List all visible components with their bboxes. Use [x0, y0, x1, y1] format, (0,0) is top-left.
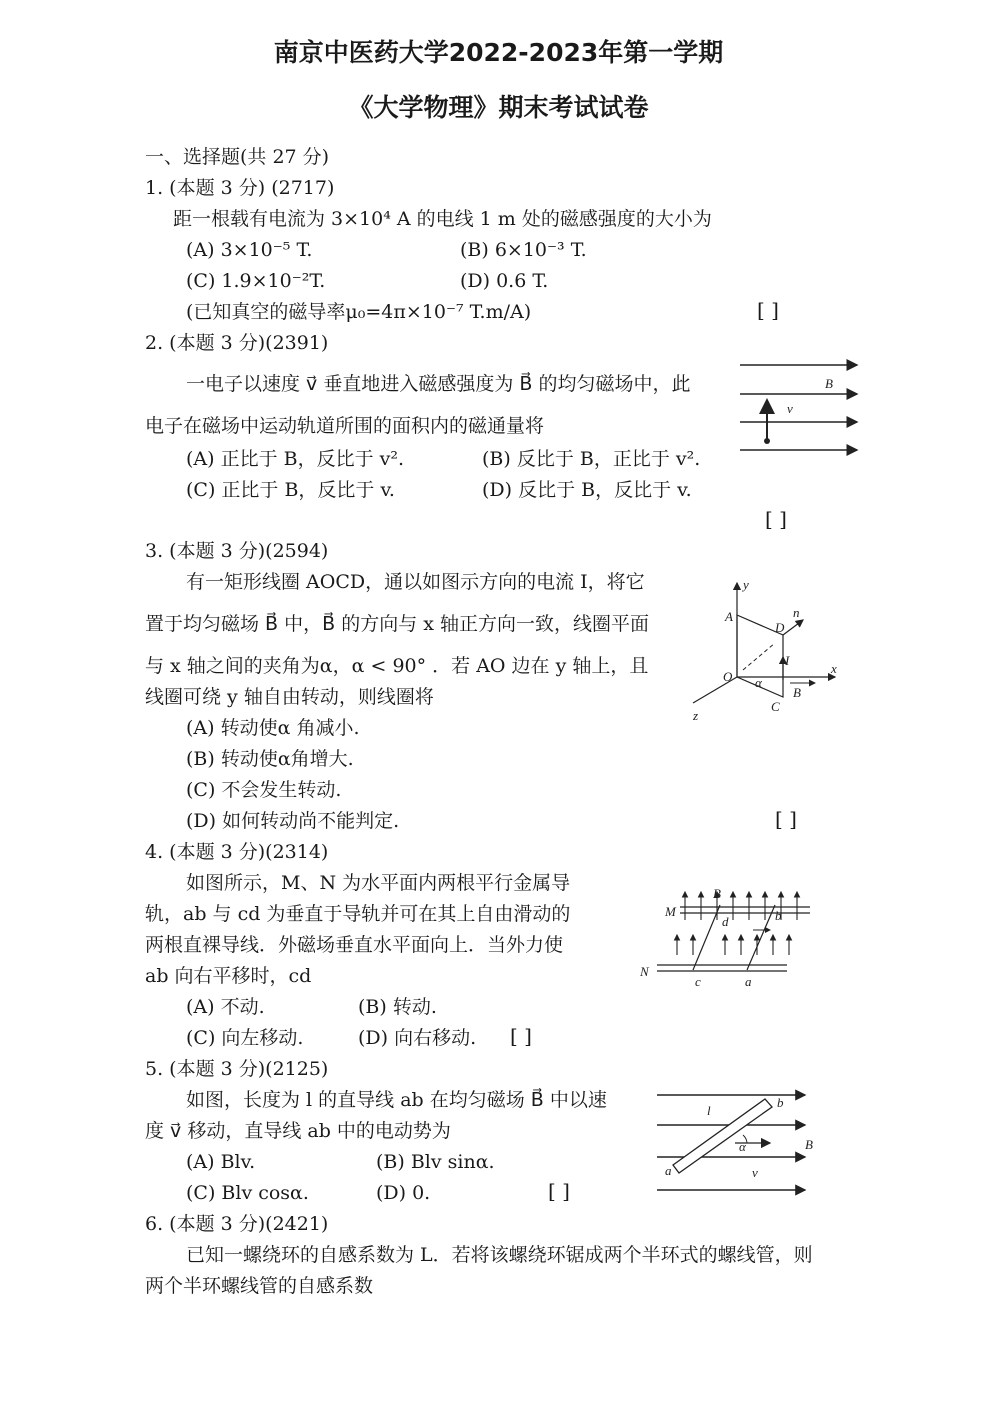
q4-option-c[interactable]: (C) 向左移动.: [186, 1027, 304, 1049]
q5-fig-l-label: l: [707, 1103, 711, 1118]
q5-option-a[interactable]: (A) Blv.: [186, 1151, 256, 1173]
q1-option-d[interactable]: (D) 0.6 T.: [460, 270, 549, 292]
q4-fig-B-label: B⃗: [713, 886, 732, 901]
q2-stem-line2: 电子在磁场中运动轨道所围的面积内的磁通量将: [145, 415, 545, 437]
q3-fig-I-label: I: [785, 653, 790, 668]
q2-option-c[interactable]: (C) 正比于 B，反比于 v.: [186, 479, 395, 501]
q5-header: 5. (本题 3 分)(2125): [145, 1058, 329, 1080]
q3-answer-bracket[interactable]: [ ]: [775, 807, 797, 831]
q1-answer-bracket[interactable]: [ ]: [757, 298, 779, 322]
q4-fig-M-label: M: [665, 904, 676, 919]
q3-option-c[interactable]: (C) 不会发生转动.: [186, 779, 342, 801]
q1-option-c[interactable]: (C) 1.9×10⁻²T.: [186, 270, 326, 292]
q4-header: 4. (本题 3 分)(2314): [145, 841, 329, 863]
q4-fig-b-label: b: [775, 908, 782, 923]
q1-note: (已知真空的磁导率μ₀=4π×10⁻⁷ T.m/A): [186, 301, 532, 323]
q1-stem: 距一根载有电流为 3×10⁴ A 的电线 1 m 处的磁感强度的大小为: [173, 208, 712, 230]
q3-stem-line4: 线圈可绕 y 轴自由转动，则线圈将: [145, 686, 434, 708]
q5-moving-wire-figure: [655, 1085, 825, 1205]
q3-stem-line2: 置于均匀磁场 B⃗ 中，B⃗ 的方向与 x 轴正方向一致，线圈平面: [145, 613, 649, 635]
q1-header: 1. (本题 3 分) (2717): [145, 177, 335, 199]
section-heading: 一、选择题(共 27 分): [145, 146, 330, 168]
q3-fig-C-label: C: [771, 699, 780, 714]
q4-option-a[interactable]: (A) 不动.: [186, 996, 265, 1018]
q2-fig-v-label: v⃗: [787, 401, 803, 416]
q2-option-b[interactable]: (B) 反比于 B，正比于 v².: [482, 448, 701, 470]
q4-stem-line2: 轨，ab 与 cd 为垂直于导轨并可在其上自由滑动的: [145, 903, 571, 925]
q5-stem-line1: 如图，长度为 l 的直导线 ab 在均匀磁场 B⃗ 中以速: [186, 1089, 607, 1111]
q3-option-b[interactable]: (B) 转动使α角增大.: [186, 748, 354, 770]
exam-title: 南京中医药大学2022-2023年第一学期: [273, 38, 724, 67]
q2-answer-bracket[interactable]: [ ]: [765, 507, 787, 531]
q3-fig-B-label: B⃗: [793, 685, 812, 700]
q4-rails-figure: [635, 880, 815, 990]
q4-stem-line3: 两根直裸导线．外磁场垂直水平面向上．当外力使: [145, 934, 564, 956]
q6-stem-line1: 已知一螺绕环的自感系数为 L．若将该螺绕环锯成两个半环式的螺线管，则: [186, 1244, 813, 1266]
q3-header: 3. (本题 3 分)(2594): [145, 540, 329, 562]
q3-fig-A-label: A: [725, 609, 733, 624]
q5-fig-B-label: B⃗: [805, 1137, 824, 1152]
q3-fig-alpha-label: α: [755, 675, 762, 690]
exam-subtitle: 《大学物理》期末考试试卷: [348, 93, 649, 122]
q3-option-d[interactable]: (D) 如何转动尚不能判定.: [186, 810, 400, 832]
q3-option-a[interactable]: (A) 转动使α 角减小.: [186, 717, 360, 739]
q2-stem-line1: 一电子以速度 v⃗ 垂直地进入磁感强度为 B⃗ 的均匀磁场中，此: [186, 373, 691, 395]
q1-option-a[interactable]: (A) 3×10⁻⁵ T.: [186, 239, 313, 261]
q3-fig-O-label: O: [723, 669, 733, 684]
q5-fig-b-label: b: [777, 1095, 784, 1110]
q3-stem-line1: 有一矩形线圈 AOCD，通以如图示方向的电流 I，将它: [186, 571, 645, 593]
q2-magnetic-field-figure: [735, 355, 865, 465]
q2-header: 2. (本题 3 分)(2391): [145, 332, 329, 354]
q4-stem-line4: ab 向右平移时，cd: [145, 965, 312, 987]
q3-stem-line3: 与 x 轴之间的夹角为α，α < 90° ．若 AO 边在 y 轴上，且: [145, 655, 649, 677]
q5-answer-bracket[interactable]: [ ]: [548, 1179, 570, 1203]
q4-answer-bracket[interactable]: [ ]: [510, 1024, 532, 1048]
q6-header: 6. (本题 3 分)(2421): [145, 1213, 329, 1235]
q4-fig-d-label: d: [722, 914, 729, 929]
q5-fig-alpha-label: α: [739, 1139, 746, 1154]
q5-option-d[interactable]: (D) 0.: [376, 1182, 431, 1204]
q4-fig-N-label: N: [640, 964, 649, 979]
q4-stem-line1: 如图所示，M、N 为水平面内两根平行金属导: [186, 872, 571, 894]
q2-option-a[interactable]: (A) 正比于 B，反比于 v².: [186, 448, 405, 470]
q6-stem-line2: 两个半环螺线管的自感系数: [145, 1275, 374, 1297]
q5-fig-v-label: v⃗: [752, 1165, 768, 1180]
q3-fig-n-label: n⃗: [793, 605, 810, 620]
q2-option-d[interactable]: (D) 反比于 B，反比于 v.: [482, 479, 692, 501]
q3-fig-D-label: D: [775, 620, 785, 635]
q3-fig-y-label: y: [743, 577, 749, 592]
q3-fig-z-label: z: [693, 708, 699, 723]
q5-option-c[interactable]: (C) Blv cosα.: [186, 1182, 309, 1204]
q2-fig-B-label: B⃗: [825, 376, 844, 391]
q4-fig-a-label: a: [745, 974, 752, 989]
q4-option-b[interactable]: (B) 转动.: [358, 996, 437, 1018]
q1-option-b[interactable]: (B) 6×10⁻³ T.: [460, 239, 587, 261]
q4-option-d[interactable]: (D) 向右移动.: [358, 1027, 477, 1049]
q5-option-b[interactable]: (B) Blv sinα.: [376, 1151, 495, 1173]
q5-fig-a-label: a: [665, 1163, 672, 1178]
q3-coil-figure: [685, 575, 845, 725]
q5-stem-line2: 度 v⃗ 移动，直导线 ab 中的电动势为: [145, 1120, 451, 1142]
q3-fig-x-label: x: [831, 661, 837, 676]
q4-fig-c-label: c: [695, 974, 701, 989]
